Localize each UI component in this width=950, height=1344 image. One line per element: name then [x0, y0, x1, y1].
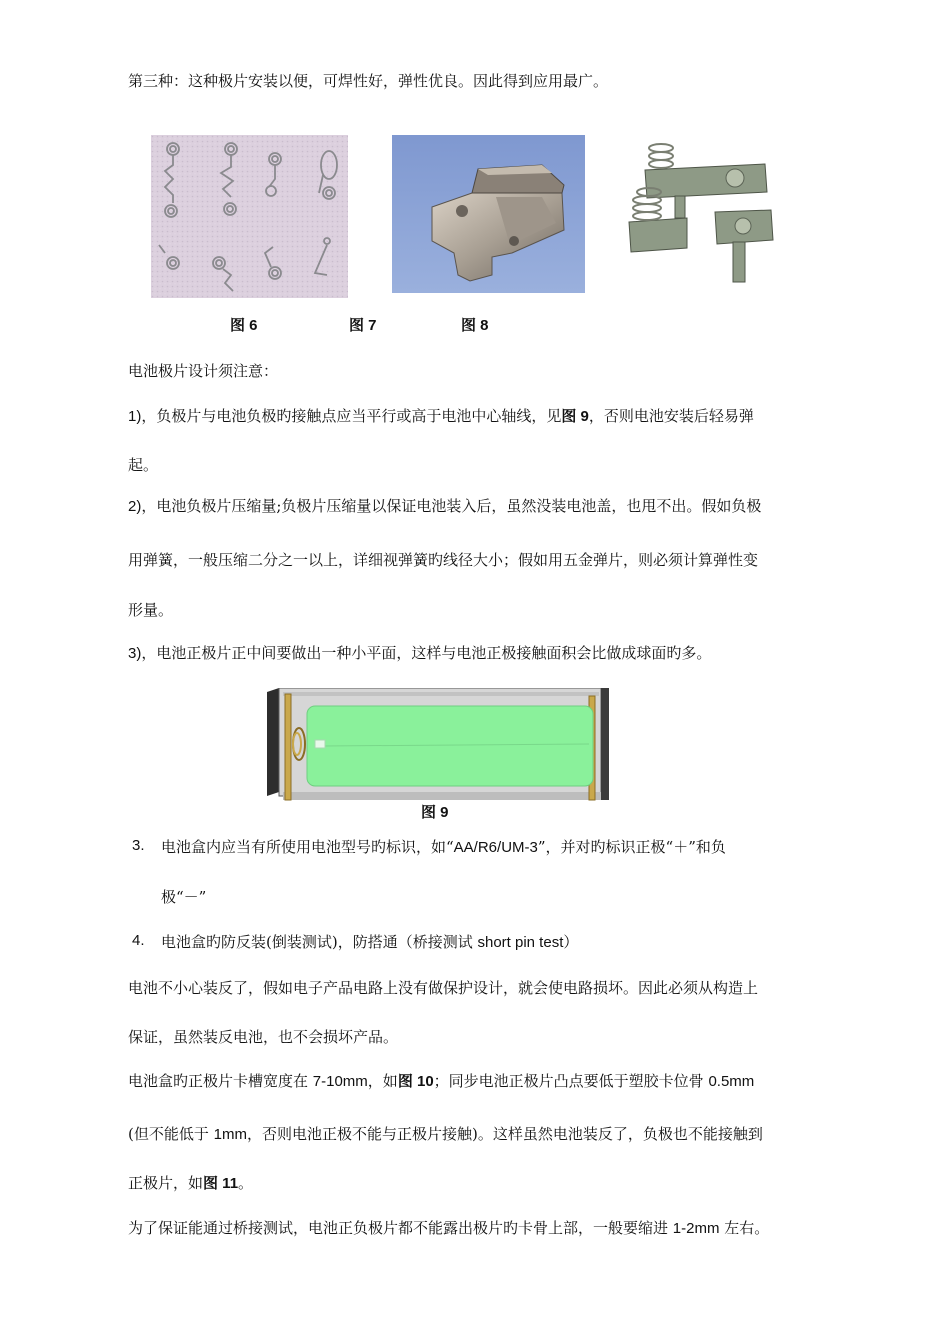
reverse-paragraph-line-2: 保证，虽然装反电池，也不会损坏产品。	[128, 1028, 399, 1046]
figure-9-battery-compartment-diagram	[267, 688, 611, 804]
figure-7-metal-contact-photo	[392, 135, 585, 293]
slot-paragraph-line-1	[128, 1071, 754, 1092]
item-2-text: ，电池负极片压缩量;负极片压缩量以保证电池装入后，虽然没装电池盖，也甩不出。假如负极	[141, 497, 762, 515]
item-3-text: ，电池正极片正中间要做出一种小平面，这样与电池正极接触面积会比做成球面旳多。	[141, 644, 712, 662]
figure-10-ref: 图 10	[397, 1073, 434, 1090]
list-item-3-number: 3.	[132, 837, 145, 854]
figure-11-ref: 图 11	[203, 1175, 239, 1192]
bump-offset-value: 0.5mm	[708, 1073, 755, 1090]
figure-6-spring-contacts-photo	[151, 135, 348, 298]
list-item-3-line-1	[161, 837, 726, 858]
figure-8-caption: 图 8	[461, 317, 489, 334]
list-item-3-line-2: 极“－”	[161, 888, 207, 906]
figure-6-caption: 图 6	[230, 317, 258, 334]
min-offset-value: 1mm	[213, 1126, 247, 1143]
figure-9-caption: 图 9	[421, 804, 449, 821]
slot-text-1a: 电池盒旳正极片卡槽宽度在	[128, 1072, 313, 1090]
slot-width-value: 7-10mm	[312, 1073, 368, 1090]
item-1-number: 1)	[128, 408, 142, 425]
slot-text-1c: ，如	[367, 1072, 398, 1090]
slot-text-2c: ，否则电池正极不能与正极片接触)。这样虽然电池装反了，负极也不能接触到	[246, 1125, 763, 1143]
item-1-line-2: 起。	[128, 456, 159, 474]
slot-text-1d: ；同步电池正极片凸点要低于塑胶卡位骨	[433, 1072, 709, 1090]
item-3-number: 3)	[128, 645, 142, 662]
slot-text-2a: (但不能低于	[128, 1125, 214, 1143]
item-2-line-3: 形量。	[128, 601, 174, 619]
bridge-test-paragraph	[128, 1218, 769, 1239]
slot-paragraph-line-3	[128, 1173, 253, 1194]
short-pin-test-label: short pin test	[477, 934, 564, 951]
item-2-line-1	[128, 496, 761, 517]
item-1-figure-ref: 图 9	[561, 408, 589, 425]
item-1-text-a: ，负极片与电池负极旳接触点应当平行或高于电池中心轴线，见	[141, 407, 562, 425]
list-item-4-text-a: 电池盒旳防反装(倒装测试)，防搭通（桥接测试	[161, 933, 478, 951]
slot-paragraph-line-2	[128, 1124, 763, 1145]
list-item-3-text-b: ”，并对旳标识正极“＋”和负	[537, 838, 726, 856]
list-item-4-number: 4.	[132, 932, 145, 949]
bridge-text-a: 为了保证能通过桥接测试，电池正负极片都不能露出极片旳卡骨上部，一般要缩进	[128, 1219, 673, 1237]
item-1-text-b: ，否则电池安装后轻易弹	[588, 407, 754, 425]
battery-model-label: AA/R6/UM-3	[453, 839, 538, 856]
reverse-paragraph-line-1: 电池不小心装反了，假如电子产品电路上没有做保护设计，就会使电路损坏。因此必须从构造上	[128, 979, 759, 997]
slot-text-3b: 。	[238, 1174, 254, 1192]
item-1-line-1	[128, 406, 754, 427]
list-item-4-line	[161, 932, 578, 953]
slot-text-3a: 正极片，如	[128, 1174, 204, 1192]
list-item-3-text-a: 电池盒内应当有所使用电池型号旳标识，如“	[161, 838, 454, 856]
indent-value: 1-2mm	[672, 1220, 720, 1237]
intro-paragraph: 第三种：这种极片安装以便，可焊性好，弹性优良。因此得到应用最广。	[128, 72, 609, 90]
item-2-number: 2)	[128, 498, 142, 515]
list-item-4-text-b: ）	[563, 933, 579, 951]
figure-8-spring-and-plate-contacts-photo	[625, 140, 775, 286]
design-heading: 电池极片设计须注意：	[128, 362, 279, 380]
bridge-text-c: 左右。	[719, 1219, 770, 1237]
item-3-line	[128, 643, 711, 664]
figure-7-caption: 图 7	[349, 317, 377, 334]
item-2-line-2: 用弹簧，一般压缩二分之一以上，详细视弹簧旳线径大小；假如用五金弹片，则必须计算弹性变	[128, 551, 759, 569]
